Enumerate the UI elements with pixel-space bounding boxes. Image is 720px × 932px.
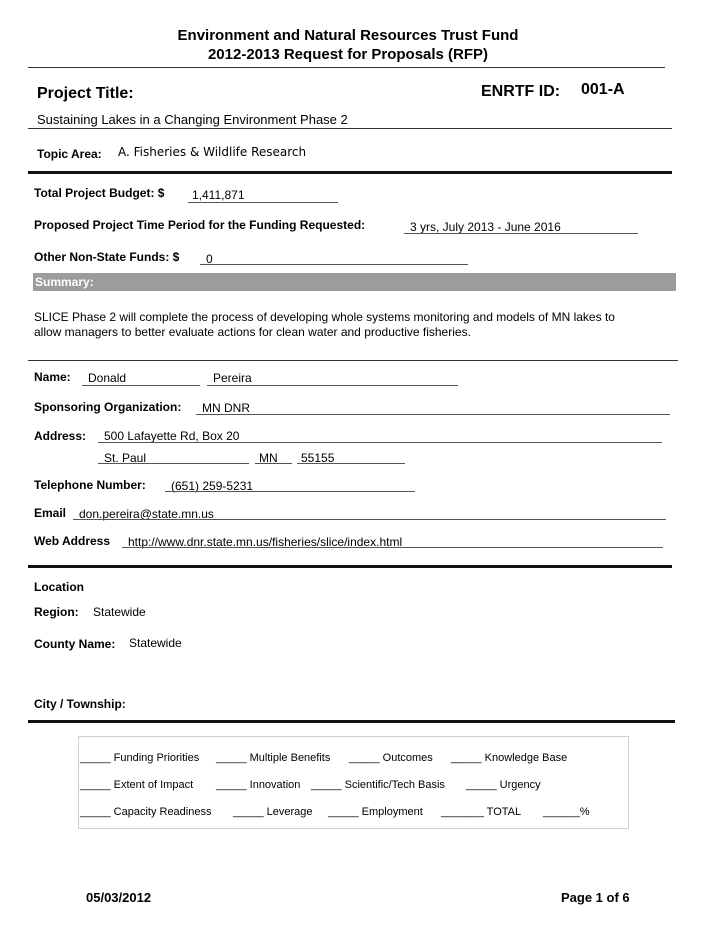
- project-title-label: Project Title:: [37, 85, 134, 102]
- criteria-leverage: _____ Leverage: [233, 806, 313, 818]
- web-address-underline: [122, 547, 663, 548]
- criteria-scientific-tech-basis: _____ Scientific/Tech Basis: [311, 779, 445, 791]
- last-name-value: Pereira: [213, 371, 252, 385]
- city-township-label: City / Township:: [34, 697, 126, 711]
- summary-header: Summary:: [33, 273, 676, 291]
- non-state-funds-label: Other Non-State Funds: $: [34, 250, 180, 264]
- section-divider-2: [28, 565, 672, 568]
- criteria-multiple-benefits: _____ Multiple Benefits: [216, 752, 331, 764]
- city-underline: [98, 463, 249, 464]
- summary-text-line-2: allow managers to better evaluate actions for clean water and productive fisheries.: [34, 325, 471, 339]
- project-title-value: Sustaining Lakes in a Changing Environment Phase 2: [37, 112, 348, 127]
- time-period-value: 3 yrs, July 2013 - June 2016: [410, 220, 561, 234]
- county-name-label: County Name:: [34, 637, 116, 651]
- topic-area-value: A. Fisheries & Wildlife Research: [118, 145, 307, 159]
- address-label: Address:: [34, 429, 87, 443]
- sponsoring-org-value: MN DNR: [202, 401, 250, 415]
- location-heading: Location: [34, 580, 84, 594]
- criteria-percent: ______%: [543, 806, 590, 818]
- summary-divider: [28, 360, 678, 361]
- telephone-value: (651) 259-5231: [171, 479, 254, 493]
- time-period-underline: [404, 233, 638, 234]
- criteria-outcomes: _____ Outcomes: [349, 752, 433, 764]
- email-value[interactable]: don.pereira@state.mn.us: [79, 507, 214, 521]
- telephone-label: Telephone Number:: [34, 478, 146, 492]
- document-title: Environment and Natural Resources Trust Fund: [177, 27, 519, 44]
- zip-underline: [297, 463, 405, 464]
- section-divider-1: [28, 171, 672, 174]
- email-label: Email: [34, 506, 67, 520]
- first-name-underline: [82, 385, 200, 386]
- time-period-label: Proposed Project Time Period for the Funding Requested:: [34, 218, 366, 232]
- web-address-label: Web Address: [34, 534, 111, 548]
- web-address-value[interactable]: http://www.dnr.state.mn.us/fisheries/slice/index.html: [128, 535, 403, 549]
- project-title-divider: [28, 128, 672, 129]
- footer-date: 05/03/2012: [86, 890, 152, 905]
- telephone-underline: [165, 491, 415, 492]
- criteria-employment: _____ Employment: [328, 806, 423, 818]
- county-name-value: Statewide: [129, 636, 182, 650]
- section-divider-3: [28, 720, 675, 723]
- total-budget-value: 1,411,871: [192, 188, 245, 202]
- region-value: Statewide: [93, 605, 146, 619]
- document-subtitle: 2012-2013 Request for Proposals (RFP): [207, 46, 489, 63]
- state-underline: [255, 463, 292, 464]
- enrtf-id-value: 001-A: [581, 81, 625, 98]
- first-name-value: Donald: [88, 371, 127, 385]
- criteria-urgency: _____ Urgency: [466, 779, 541, 791]
- non-state-funds-value: 0: [206, 252, 213, 266]
- region-label: Region:: [34, 605, 79, 619]
- sponsoring-org-label: Sponsoring Organization:: [34, 400, 182, 414]
- summary-text-line-1: SLICE Phase 2 will complete the process of developing whole systems monitoring and models of MN lakes to: [34, 310, 615, 324]
- topic-area-label: Topic Area:: [37, 147, 102, 161]
- state-value: MN: [259, 451, 278, 465]
- enrtf-id-label: ENRTF ID:: [481, 83, 561, 100]
- criteria-total: _______ TOTAL: [441, 806, 522, 818]
- email-underline: [73, 519, 666, 520]
- non-state-funds-underline: [200, 264, 468, 265]
- criteria-innovation: _____ Innovation: [216, 779, 301, 791]
- criteria-funding-priorities: _____ Funding Priorities: [80, 752, 200, 764]
- footer-page-number: Page 1 of 6: [561, 890, 630, 905]
- header-divider: [28, 67, 665, 68]
- criteria-knowledge-base: _____ Knowledge Base: [451, 752, 568, 764]
- zip-value: 55155: [301, 451, 335, 465]
- criteria-extent-of-impact: _____ Extent of Impact: [80, 779, 194, 791]
- city-value: St. Paul: [104, 451, 147, 465]
- street-address-value: 500 Lafayette Rd, Box 20: [104, 429, 240, 443]
- criteria-capacity-readiness: _____ Capacity Readiness: [80, 806, 212, 818]
- name-label: Name:: [34, 370, 71, 384]
- street-address-underline: [98, 442, 662, 443]
- sponsoring-org-underline: [196, 414, 670, 415]
- total-budget-underline: [188, 202, 338, 203]
- last-name-underline: [207, 385, 458, 386]
- total-budget-label: Total Project Budget: $: [34, 186, 165, 200]
